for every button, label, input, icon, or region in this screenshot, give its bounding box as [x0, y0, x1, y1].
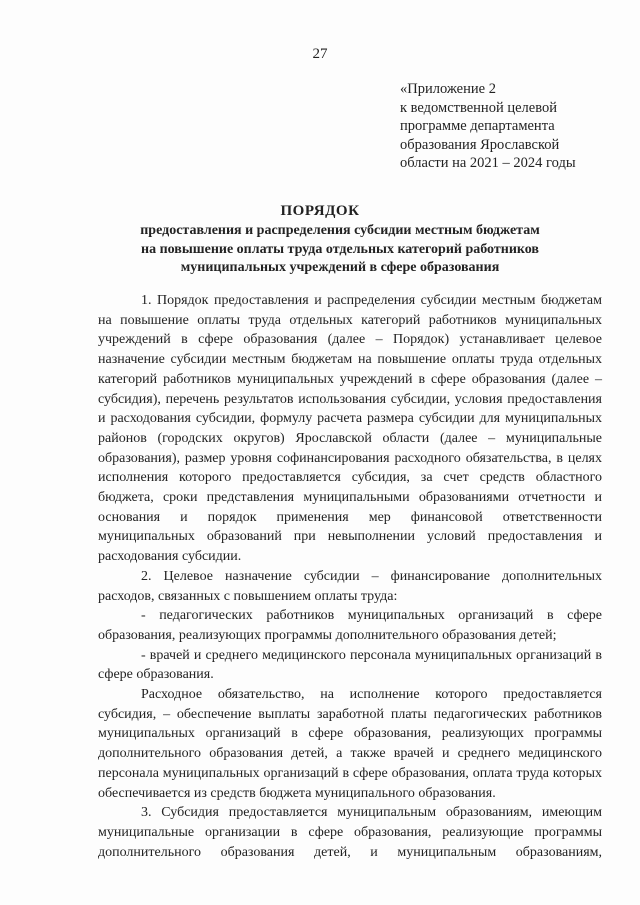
- appendix-line: области на 2021 – 2024 годы: [400, 155, 576, 171]
- subtitle-line: на повышение оплаты труда отдельных категорий работников: [141, 241, 539, 257]
- appendix-line: программе департамента: [400, 118, 555, 134]
- list-item-teachers: - педагогических работников муниципальных организаций в сфере образования, реализующих программы дополнительного образования детей;: [98, 608, 602, 643]
- appendix-line: образования Ярославской: [400, 136, 560, 153]
- paragraph-3: 3. Субсидия предоставляется муниципальным образованиям, имеющим муниципальные организации в сфере образования, реализующие программы дополнительного образования детей, и муниципальным образованиям,: [98, 805, 602, 860]
- paragraph-2: 2. Целевое назначение субсидии – финансирование дополнительных расходов, связанных с повышением оплаты труда:: [98, 568, 602, 604]
- appendix-header: [400, 80, 576, 173]
- paragraph-1: 1. Порядок предоставления и распределения субсидии местным бюджетам на повышение оплаты труда отдельных категорий работников муниципальных учреждений в сфере образования (далее – Порядок) устанавливает целевое назначение субсидии местным бюджетам на повышение оплаты труда отдельных категорий работников муниципальных учреждений в сфере образования (далее – субсидия), перечень результатов использования субсидии, условия предоставления и расходования субсидии, формулу расчета размера субсидии для муниципальных районов (городских округов) Ярославской области (далее – муниципальные образования), размер уровня софинансирования расходного обязательства, в целях исполнения которого предоставляется субсидия, за счет средств областного бюджета, сроки представления муниципальными образованиями отчетности и основания и порядок применения мер финансовой ответственности муниципальных образований при невыполнении условий предоставления и расходования субсидии.: [98, 293, 602, 565]
- subtitle-line: предоставления и распределения субсидии местным бюджетам: [140, 223, 540, 238]
- document-title: ПОРЯДОК: [280, 203, 360, 219]
- document-body: [98, 291, 602, 862]
- appendix-line: к ведомственной целевой: [400, 99, 557, 116]
- document-subtitle: [100, 222, 580, 278]
- paragraph-obligation: Расходное обязательство, на исполнение которого предоставляется субсидия, – обеспечение выплаты заработной платы педагогических работников муниципальных организаций в сфере образования, реализующих программы дополнительного образования детей, а также врачей и среднего медицинского персонала муниципальных организаций в сфере образования, оплата труда которых обеспечивается из средств бюджета муниципального образования.: [98, 687, 602, 801]
- subtitle-line: муниципальных учреждений в сфере образования: [180, 260, 500, 275]
- list-item-medical: - врачей и среднего медицинского персонала муниципальных организаций в сфере образования.: [98, 647, 602, 683]
- appendix-line: «Приложение 2: [400, 81, 496, 97]
- page-number: 27: [312, 46, 328, 62]
